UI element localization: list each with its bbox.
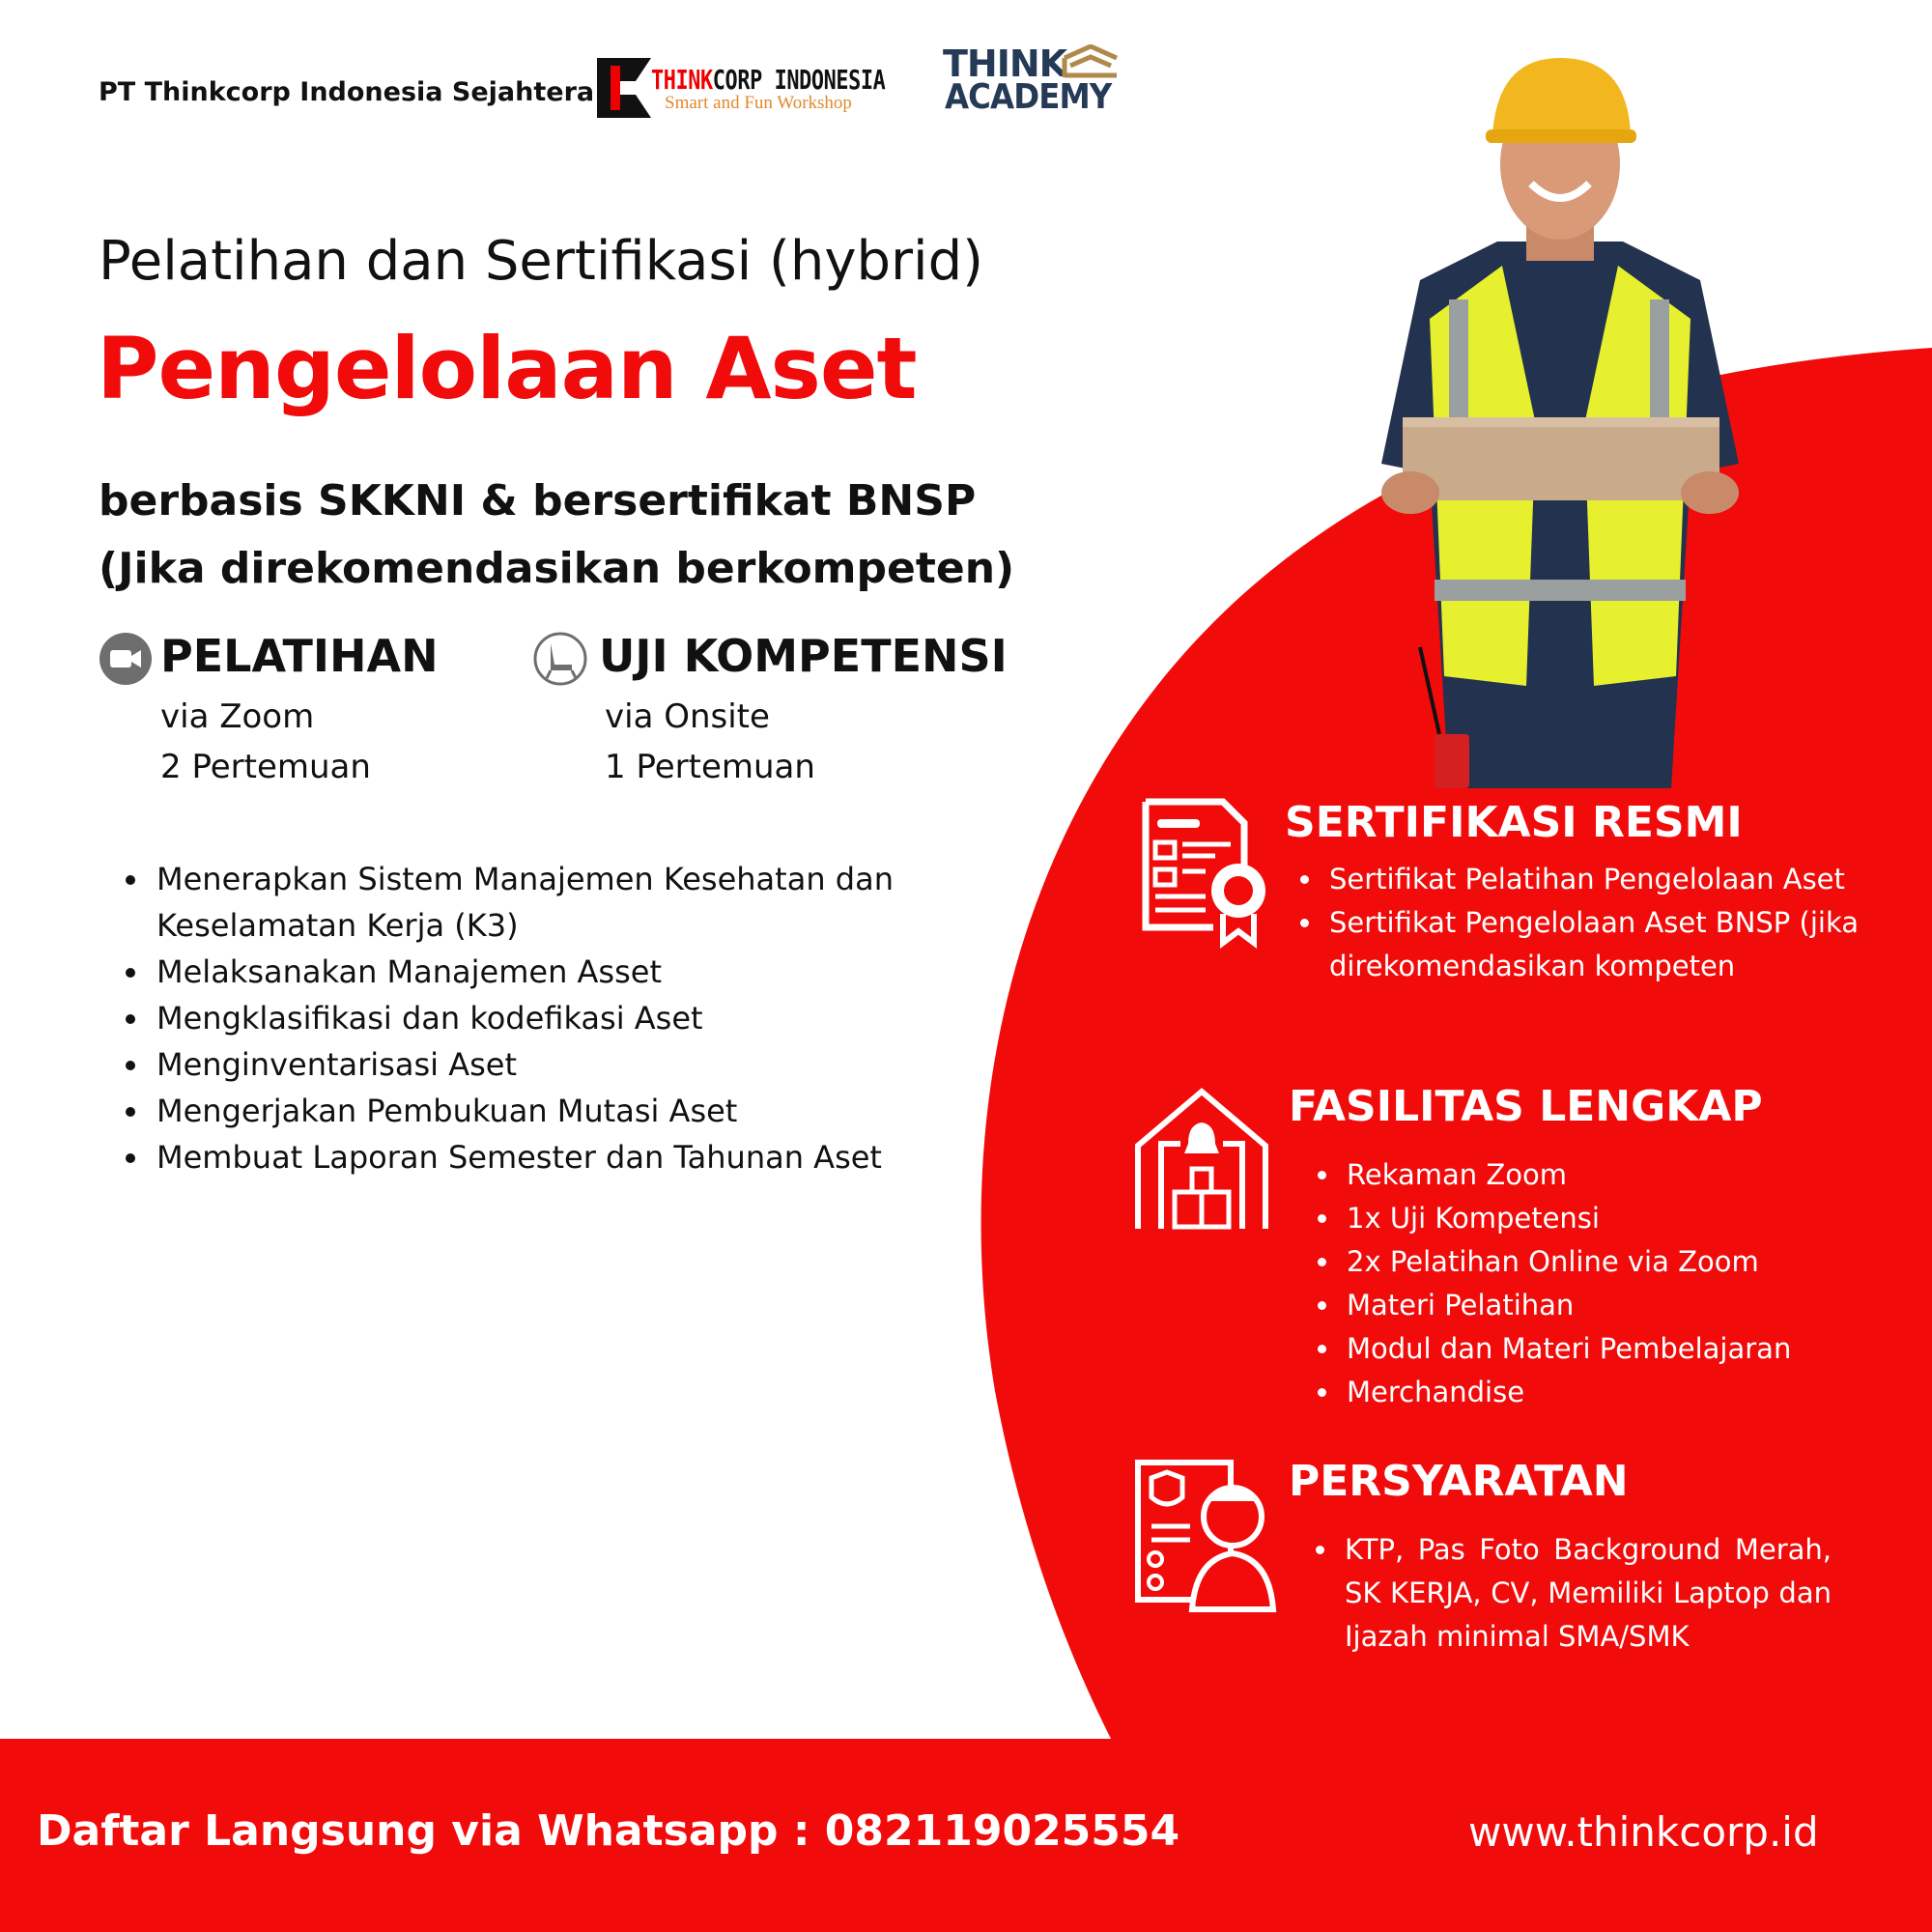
company-name: PT Thinkcorp Indonesia Sejahtera — [99, 77, 595, 107]
mode-pelatihan — [99, 630, 439, 792]
mode-heading: PELATIHAN — [160, 630, 439, 682]
list-item: KTP, Pas Foto Background Merah, SK KERJA, CV, Memiliki Laptop dan Ijazah minimal SMA/SMK — [1310, 1528, 1832, 1659]
list-item: Mengklasifikasi dan kodefikasi Aset — [122, 995, 914, 1041]
list-item: Sertifikat Pelatihan Pengelolaan Aset — [1294, 858, 1913, 901]
hero-tagline: berbasis SKKNI & bersertifikat BNSP (Jika direkomendasikan berkompeten) — [99, 476, 1015, 593]
competency-list — [122, 856, 914, 1180]
think-academy-logo-line1: THINK — [943, 43, 1067, 85]
hero-subtitle: Pelatihan dan Sertifikasi (hybrid) — [99, 230, 983, 293]
warehouse-icon — [1132, 1086, 1277, 1240]
list-item: Melaksanakan Manajemen Asset — [122, 949, 914, 995]
thinkcorp-logo — [597, 58, 906, 120]
certification-list — [1294, 858, 1913, 988]
thinkcorp-logo-name: THINKCORP INDONESIA — [651, 64, 886, 96]
video-camera-icon — [99, 632, 153, 686]
list-item: Menginventarisasi Aset — [122, 1041, 914, 1088]
requirements-title: PERSYARATAN — [1289, 1457, 1629, 1506]
list-item: Rekaman Zoom — [1312, 1153, 1891, 1197]
list-item: Materi Pelatihan — [1312, 1284, 1891, 1327]
list-item: Merchandise — [1312, 1371, 1891, 1414]
certificate-icon — [1138, 798, 1283, 952]
certification-title: SERTIFIKASI RESMI — [1285, 798, 1743, 847]
whatsapp-cta[interactable]: Daftar Langsung via Whatsapp : 082119025554 — [37, 1806, 1180, 1856]
chair-icon — [533, 632, 587, 686]
list-item: Mengerjakan Pembukuan Mutasi Aset — [122, 1088, 914, 1134]
facilities-list — [1312, 1153, 1891, 1414]
mode-detail: via Onsite — [605, 697, 770, 736]
thinkcorp-logo-mark-icon — [597, 58, 651, 118]
mode-detail: 1 Pertemuan — [605, 748, 815, 786]
list-item: Membuat Laporan Semester dan Tahunan Aset — [122, 1134, 914, 1180]
hero-title: Pengelolaan Aset — [97, 319, 917, 418]
website-link[interactable]: www.thinkcorp.id — [1468, 1808, 1819, 1856]
mode-detail: 2 Pertemuan — [160, 748, 371, 786]
mode-detail: via Zoom — [160, 697, 315, 736]
mode-uji-kompetensi — [533, 630, 1008, 792]
list-item: 2x Pelatihan Online via Zoom — [1312, 1240, 1891, 1284]
id-document-person-icon — [1132, 1459, 1277, 1613]
list-item: 1x Uji Kompetensi — [1312, 1197, 1891, 1240]
list-item: Modul dan Materi Pembelajaran — [1312, 1327, 1891, 1371]
think-academy-logo — [943, 43, 1126, 120]
think-academy-logo-line2: ACADEMY — [945, 77, 1112, 117]
academy-roof-icon — [1061, 44, 1121, 79]
requirements-list — [1310, 1528, 1832, 1659]
worker-photo — [1343, 58, 1777, 788]
list-item: Menerapkan Sistem Manajemen Kesehatan dan Keselamatan Kerja (K3) — [122, 856, 914, 949]
list-item: Sertifikat Pengelolaan Aset BNSP (jika direkomendasikan kompeten — [1294, 901, 1913, 988]
thinkcorp-logo-tagline: Smart and Fun Workshop — [665, 93, 852, 113]
mode-heading: UJI KOMPETENSI — [599, 630, 1008, 682]
facilities-title: FASILITAS LENGKAP — [1289, 1082, 1763, 1131]
